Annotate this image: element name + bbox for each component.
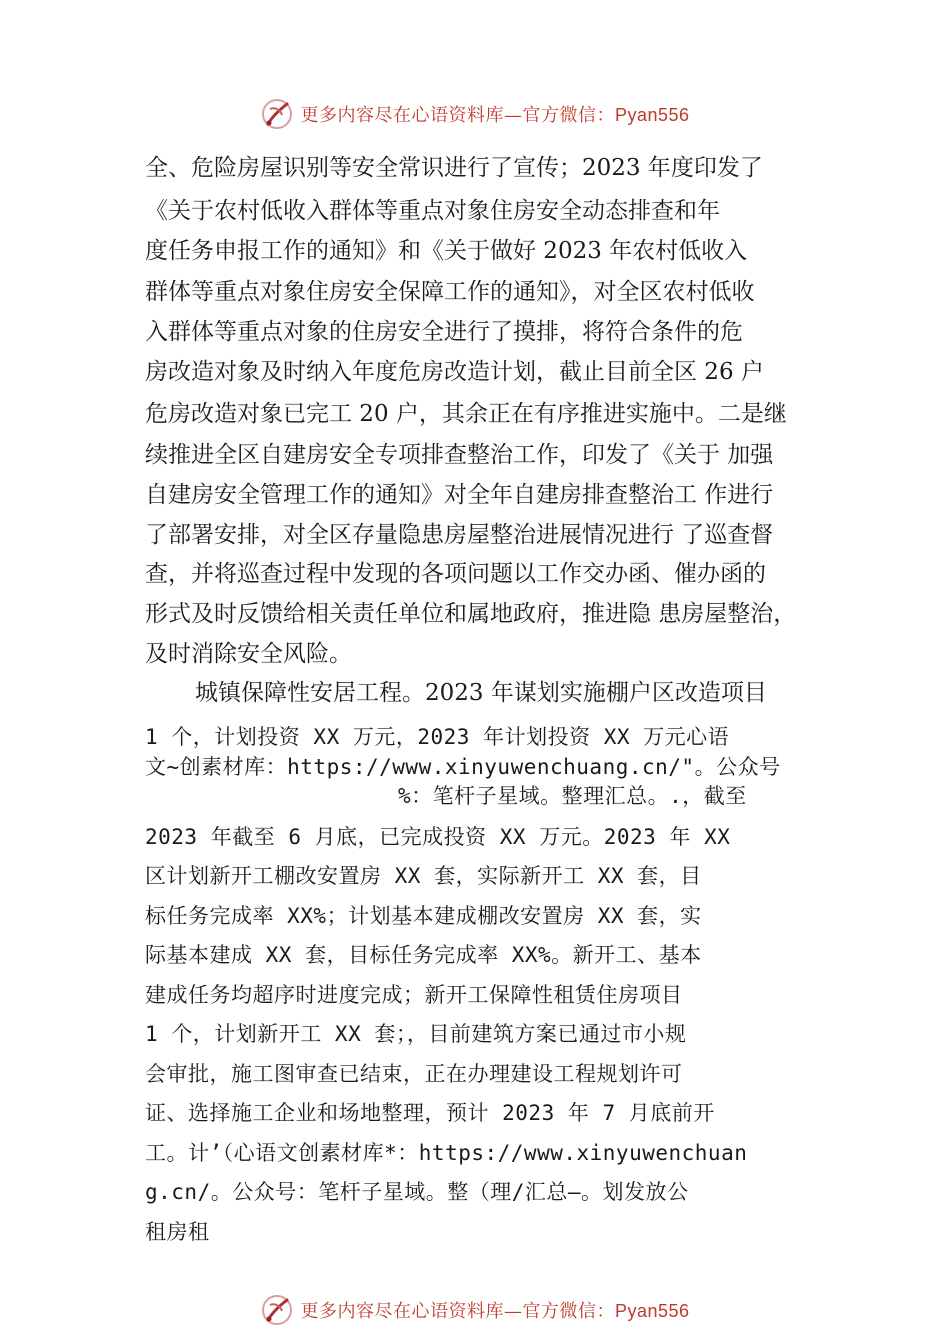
text-line: 续推进全区自建房安全专项排查整治工作，印发了《关于 加强 xyxy=(145,442,774,468)
text-line: 会审批，施工图审查已结束，正在办理建设工程规划许可 xyxy=(145,1062,683,1086)
text-line: 危房改造对象已完工 20 户，其余正在有序推进实施中。二是继 xyxy=(145,401,787,427)
brush-logo-icon xyxy=(260,97,294,131)
text-line: 房改造对象及时纳入年度危房改造计划，截止目前全区 26 户 xyxy=(145,359,764,385)
text-line: 形式及时反馈给相关责任单位和属地政府，推进隐 患房屋整治， xyxy=(145,601,797,627)
text-line: 证、选择施工企业和场地整理，预计 2023 年 7 月底前开 xyxy=(145,1101,715,1125)
text-line: 及时消除安全风险。 xyxy=(145,641,352,667)
text-line: 租房租 xyxy=(145,1220,210,1244)
text-line: 《关于农村低收入群体等重点对象住房安全动态排查和年 xyxy=(145,198,720,224)
text-line: 际基本建成 XX 套，目标任务完成率 XX%。新开工、基本 xyxy=(145,943,702,967)
text-line: 查，并将巡查过程中发现的各项问题以工作交办函、催办函的 xyxy=(145,561,766,587)
text-line: 度任务申报工作的通知》和《关于做好 2023 年农村低收入 xyxy=(145,238,748,264)
text-line: 建成任务均超序时进度完成；新开工保障性租赁住房项目 xyxy=(145,983,683,1007)
footer-watermark xyxy=(0,1290,950,1330)
text-line: 自建房安全管理工作的通知》对全年自建房排查整治工 作进行 xyxy=(145,482,774,508)
brush-logo-icon xyxy=(260,1293,294,1327)
text-line: 工。计’（心语文创素材库*：https://www.xinyuwenchuan xyxy=(145,1141,748,1165)
text-line: 群体等重点对象住房安全保障工作的通知》，对全区农村低收 xyxy=(145,279,755,305)
text-line: 文~创素材库：https://www.xinyuwenchuang.cn/"。公众号 xyxy=(145,755,781,779)
header-watermark xyxy=(0,94,950,134)
watermark-text: 更多内容尽在心语资料库—官方微信：Pyan556 xyxy=(300,105,690,126)
text-line: 区计划新开工棚改安置房 XX 套，实际新开工 XX 套，目 xyxy=(145,864,702,888)
text-line: 1 个，计划投资 XX 万元，2023 年计划投资 XX 万元心语 xyxy=(145,725,730,749)
text-line: 入群体等重点对象的住房安全进行了摸排，将符合条件的危 xyxy=(145,319,743,345)
text-line: 标任务完成率 XX%；计划基本建成棚改安置房 XX 套，实 xyxy=(145,904,702,928)
text-line: 全、危险房屋识别等安全常识进行了宣传；2023 年度印发了 xyxy=(145,155,763,181)
text-line: 1 个，计划新开工 XX 套；，目前建筑方案已通过市小规 xyxy=(145,1022,687,1046)
text-line: 了部署安排，对全区存量隐患房屋整治进展情况进行 了巡查督 xyxy=(145,522,774,548)
paragraph-start-line: 城镇保障性安居工程。2023 年谋划实施棚户区改造项目 xyxy=(195,680,767,706)
text-line: %：笔杆子星域。整理汇总。.，截至 xyxy=(398,784,747,808)
text-line: 2023 年截至 6 月底，已完成投资 XX 万元。2023 年 XX xyxy=(145,825,731,849)
watermark-text: 更多内容尽在心语资料库—官方微信：Pyan556 xyxy=(300,1301,690,1322)
text-line: g.cn/。公众号：笔杆子星域。整（理/汇总—。划发放公 xyxy=(145,1180,689,1204)
